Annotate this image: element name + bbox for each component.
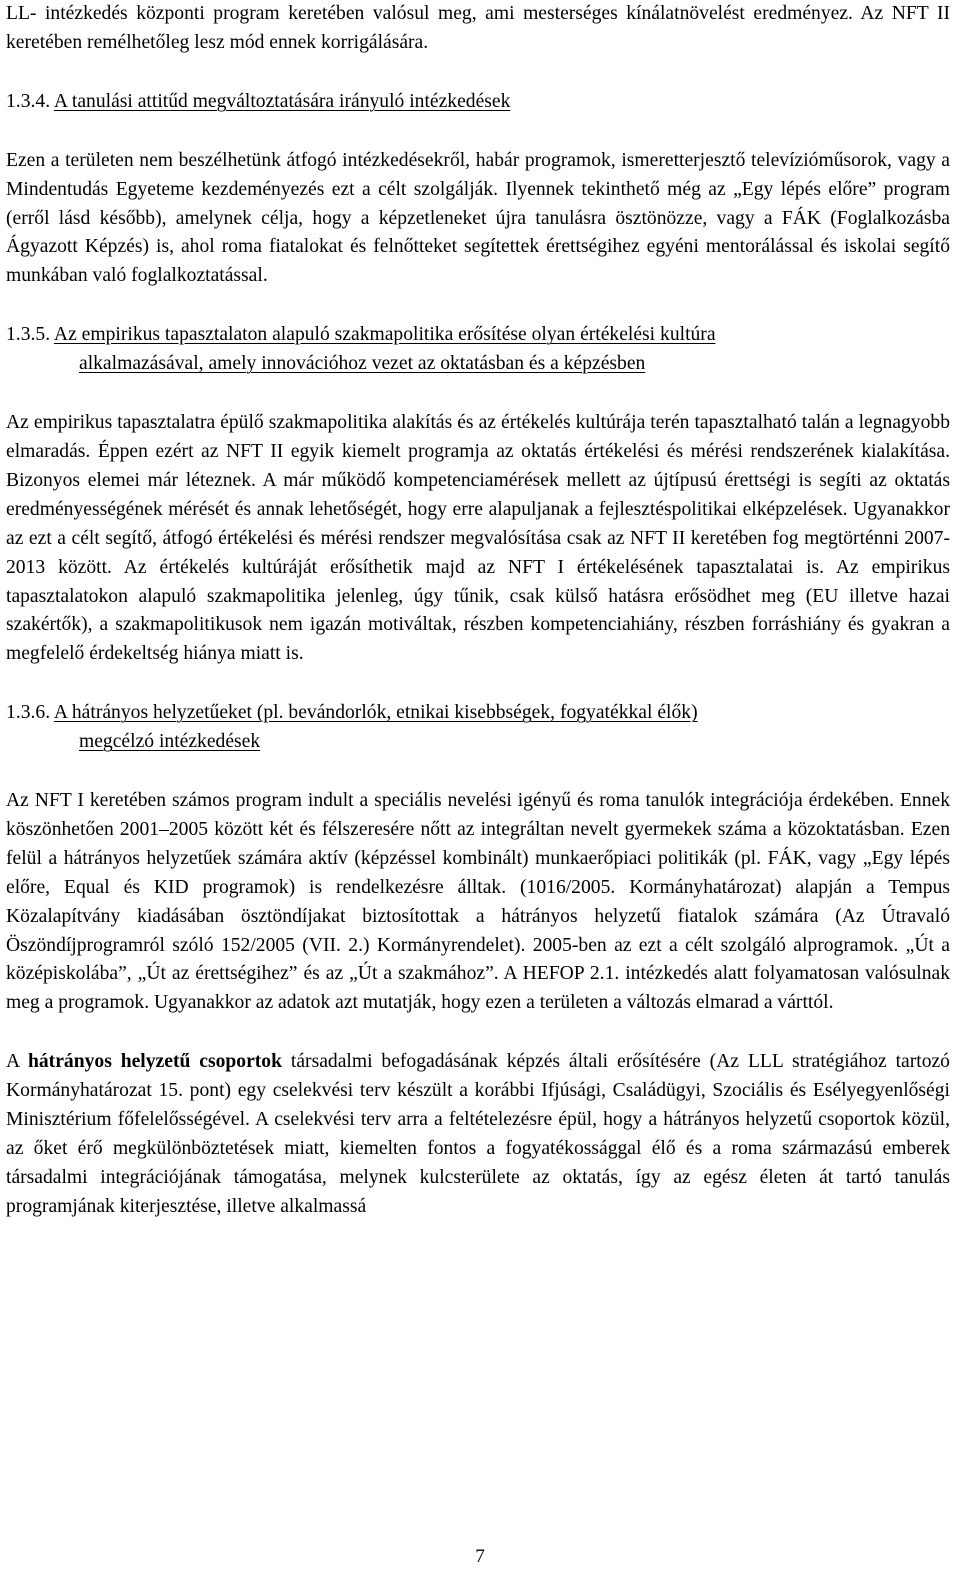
spacer <box>6 58 950 88</box>
paragraph-prefix: A <box>6 1051 20 1073</box>
section-title-line-2: alkalmazásával, amely innovációhoz vezet az oktatásban és a képzésben <box>79 353 646 375</box>
spacer <box>6 1018 950 1048</box>
section-heading-1-3-5 <box>6 321 950 379</box>
document-page <box>6 0 950 1222</box>
section-heading-1-3-4 <box>6 88 950 117</box>
spacer <box>6 291 950 321</box>
continued-paragraph: LL- intézkedés központi program keretében valósul meg, ami mesterséges kínálatnövelést eredményez. Az NFT II keretében remélhetőleg lesz mód ennek korrigálására. <box>6 3 950 53</box>
section-heading-1-3-6 <box>6 699 950 757</box>
section-number: 1.3.6. <box>6 702 51 724</box>
spacer <box>6 379 950 409</box>
body-paragraph <box>6 1048 950 1221</box>
body-paragraph: Az empirikus tapasztalatra épülő szakmapolitika alakítás és az értékelés kultúrája terén tapasztalható talán a legnagyobb elmaradás. Éppen ezért az NFT II egyik kiemelt programja az oktatás értékelési és mérési rendszerének kialakítása. Bizonyos elemei már léteznek. A már működő kompetenciamérések mellett az újtípusú érettségi is segíti az oktatás eredményességének mérését és annak lehetőségét, hogy erre alapuljanak a fejlesztéspolitikai elképzelések. Ugyanakkor az ezt a célt segítő, átfogó értékelési és mérési rendszer megvalósítása csak az NFT II keretében fog megtörténni 2007-2013 között. Az értékelés kultúráját erősíthetik majd az NFT I értékelésének tapasztalatai is. Az empirikus tapasztalatokon alapuló szakmapolitika jelenleg, úgy tűnik, csak külső hatásra erősödhet meg (EU illetve hazai szakértők), a szakmapolitikusok nem igazán motiváltak, részben kompetenciahiány, részben forráshiány és gyakran a megfelelő érdekeltség hiánya miatt is. <box>6 412 950 665</box>
section-title-line-2: megcélzó intézkedések <box>79 731 261 753</box>
section-number: 1.3.4. <box>6 90 51 112</box>
section-title-line-1: Az empirikus tapasztalaton alapuló szakmapolitika erősítése olyan értékelési kultúra <box>53 324 716 346</box>
emphasis-text: hátrányos helyzetű csoportok <box>27 1051 282 1073</box>
body-paragraph: Az NFT I keretében számos program indult a speciális nevelési igényű és roma tanulók integrációja érdekében. Ennek köszönhetően 2001–2005 között két és félszeresére nőtt az integráltan nevelt gyermekek száma a közoktatásban. Ezen felül a hátrányos helyzetűek számára aktív (képzéssel kombinált) munkaerőpiaci politikák (pl. FÁK, vagy „Egy lépés előre, Equal és KID programok) is rendelkezésre álltak. (1016/2005. Kormányhatározat) alapján a Tempus Közalapítvány kiadásában ösztöndíjakat biztosítottak a hátrányos helyzetű fiatalok számára (Az Útravaló Öszöndíjprogramról szóló 152/2005 (VII. 2.) Kormányrendelet). 2005-ben az ezt a célt szolgáló alprogramok. „Út a középiskolába”, „Út az érettségihez” és az „Út a szakmához”. A HEFOP 2.1. intézkedés alatt folyamatosan valósulnak meg a programok. Ugyanakkor az adatok azt mutatják, hogy ezen a területen a változás elmarad a várttól. <box>6 790 950 1014</box>
paragraph-rest: társadalmi befogadásának képzés általi erősítésére (Az LLL stratégiához tartozó Kormányhatározat 15. pont) egy cselekvési terv készült a korábbi Ifjúsági, Családügyi, Szociális és Esélyegyenlőségi Minisztérium főfelelősségével. A cselekvési terv arra a feltételezésre épül, hogy a hátrányos helyzetű csoportok közül, az őket érő megkülönböztetések miatt, kiemelten fontos a fogyatékossággal élő és a roma származású emberek társadalmi integrációjának támogatása, melynek kulcsterülete az oktatás, így az egész életen át tartó tanulás programjának kiterjesztése, illetve alkalmassá <box>6 1051 950 1217</box>
spacer <box>6 117 950 147</box>
page-number: 7 <box>475 1546 485 1567</box>
spacer <box>6 757 950 787</box>
body-paragraph: Ezen a területen nem beszélhetünk átfogó intézkedésekről, habár programok, ismeretterjesztő televízióműsorok, vagy a Mindentudás Egyeteme kezdeményezés ezt a célt szolgálják. Ilyennek tekinthető még az „Egy lépés előre” program (erről lásd később), amelynek célja, hogy a képzetleneket újra tanulásra ösztönözze, vagy a FÁK (Foglalkozásba Ágyazott Képzés) is, ahol roma fiatalokat és felnőtteket segítettek érettségihez egyéni mentorálással és iskolai segítő munkában való foglalkoztatással. <box>6 149 950 287</box>
spacer <box>6 669 950 699</box>
section-number: 1.3.5. <box>6 324 51 346</box>
section-title: A tanulási attitűd megváltoztatására irányuló intézkedések <box>53 90 511 112</box>
section-title-line-1: A hátrányos helyzetűeket (pl. bevándorlók, etnikai kisebbségek, fogyatékkal élők) <box>53 702 698 724</box>
